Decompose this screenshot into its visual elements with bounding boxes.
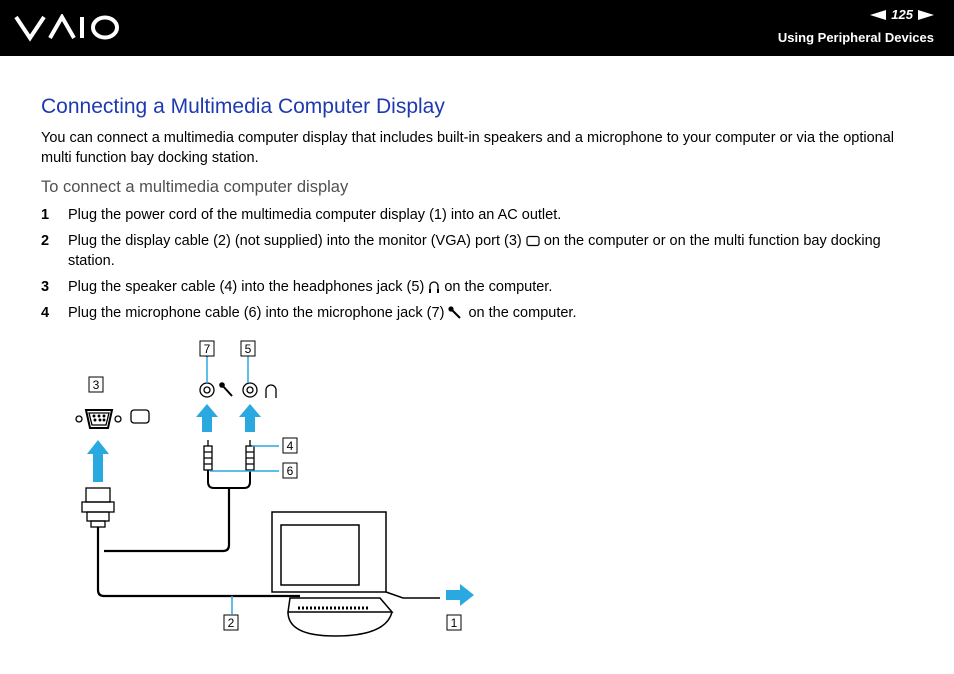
microphone-symbol-icon <box>219 382 232 396</box>
callout-2: 2 <box>227 616 235 630</box>
page-number: 125 <box>891 7 913 22</box>
callout-1: 1 <box>450 616 458 630</box>
vga-connector <box>82 488 114 527</box>
step-4 <box>41 303 921 323</box>
microphone-icon <box>448 306 464 320</box>
pager <box>870 7 934 22</box>
step-text-after: on the computer. <box>468 305 577 321</box>
headphones-icon <box>428 280 440 294</box>
callout-3: 3 <box>92 378 100 392</box>
next-page-arrow-icon[interactable] <box>918 10 934 20</box>
right-arrow-icon <box>446 584 474 606</box>
vga-port-icon <box>76 410 121 428</box>
monitor-icon <box>526 235 540 247</box>
callout-6: 6 <box>286 464 294 478</box>
speaker-plug <box>246 440 254 470</box>
step-3 <box>41 277 921 297</box>
vaio-logo <box>14 14 122 42</box>
intro-paragraph: You can connect a multimedia computer display that includes built-in speakers and a microphone to your computer or via the optional multi function bay docking station. <box>41 130 895 166</box>
step-text-after: on the computer. <box>444 279 553 295</box>
step-text <box>68 277 921 297</box>
step-number: 1 <box>41 207 50 223</box>
multimedia-display <box>272 512 440 636</box>
callout-5: 5 <box>244 342 252 356</box>
step-2 <box>41 231 921 271</box>
step-1 <box>41 205 921 225</box>
step-text <box>68 231 921 271</box>
display-cable <box>98 527 300 596</box>
step-text-before: Plug the display cable (2) (not supplied) into the monitor (VGA) port (3) <box>68 233 522 249</box>
connection-diagram <box>0 330 954 650</box>
step-number: 3 <box>41 279 50 295</box>
headphones-symbol-icon <box>266 385 276 398</box>
step-text: Plug the power cord of the multimedia computer display (1) into an AC outlet. <box>68 207 562 223</box>
step-text <box>68 303 921 323</box>
page-header <box>0 0 954 56</box>
callout-4: 4 <box>286 439 294 453</box>
page-title: Connecting a Multimedia Computer Display <box>41 95 445 118</box>
steps-list <box>41 205 921 323</box>
audio-cable <box>104 488 229 551</box>
microphone-jack <box>200 383 214 397</box>
up-arrow-icon <box>196 404 218 432</box>
previous-page-arrow-icon[interactable] <box>870 10 886 20</box>
step-number: 4 <box>41 305 50 321</box>
step-text-after: on the computer or on the multi function bay docking station. <box>68 233 881 269</box>
headphones-jack <box>243 383 257 397</box>
microphone-plug <box>204 440 212 470</box>
callout-7: 7 <box>203 342 211 356</box>
up-arrow-icon <box>87 440 109 482</box>
section-title: Using Peripheral Devices <box>777 30 934 45</box>
step-text-before: Plug the speaker cable (4) into the headphones jack (5) <box>68 279 425 295</box>
up-arrow-icon <box>239 404 261 432</box>
procedure-heading: To connect a multimedia computer display <box>41 178 349 196</box>
monitor-port-icon <box>131 410 149 423</box>
step-text-before: Plug the microphone cable (6) into the microphone jack (7) <box>68 305 445 321</box>
step-number: 2 <box>41 233 50 249</box>
